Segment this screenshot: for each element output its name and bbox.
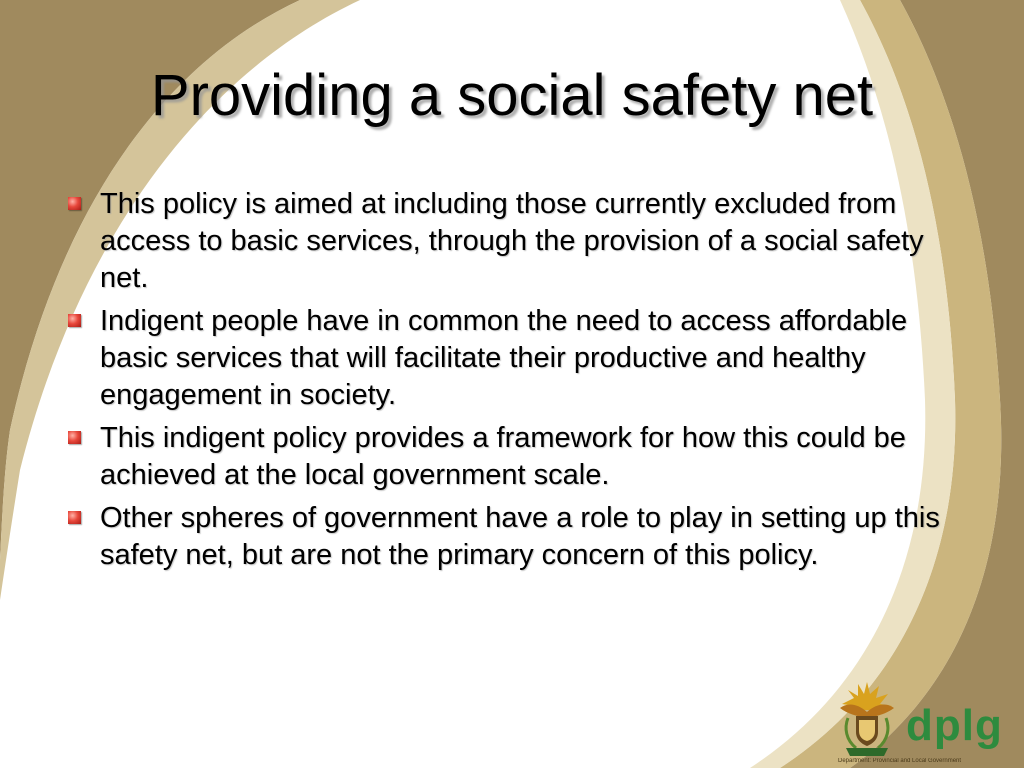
bullet-item	[62, 303, 972, 414]
dplg-logo	[832, 676, 1020, 768]
dplg-logo-caption: Department: Provincial and Local Government	[838, 758, 962, 764]
bullet-item	[62, 186, 972, 297]
red-square-bullet-icon	[68, 314, 81, 327]
red-square-bullet-icon	[68, 431, 81, 444]
bullet-text: This indigent policy provides a framework for how this could be achieved at the local government scale.	[100, 422, 906, 491]
coat-of-arms-icon	[834, 678, 900, 758]
red-square-bullet-icon	[68, 197, 81, 210]
red-square-bullet-icon	[68, 511, 81, 524]
bullet-text: This policy is aimed at including those currently excluded from access to basic services, through the provision of a social safety net.	[100, 188, 924, 294]
bullet-list	[62, 186, 972, 580]
dplg-logo-text: dplg	[906, 701, 1003, 750]
bullet-text: Indigent people have in common the need to access affordable basic services that will facilitate their productive and healthy engagement in society.	[100, 305, 908, 411]
bullet-text: Other spheres of government have a role to play in setting up this safety net, but are not the primary concern of this policy.	[100, 502, 940, 571]
bullet-item	[62, 420, 972, 494]
bullet-item	[62, 500, 972, 574]
slide-title: Providing a social safety net	[150, 63, 874, 128]
